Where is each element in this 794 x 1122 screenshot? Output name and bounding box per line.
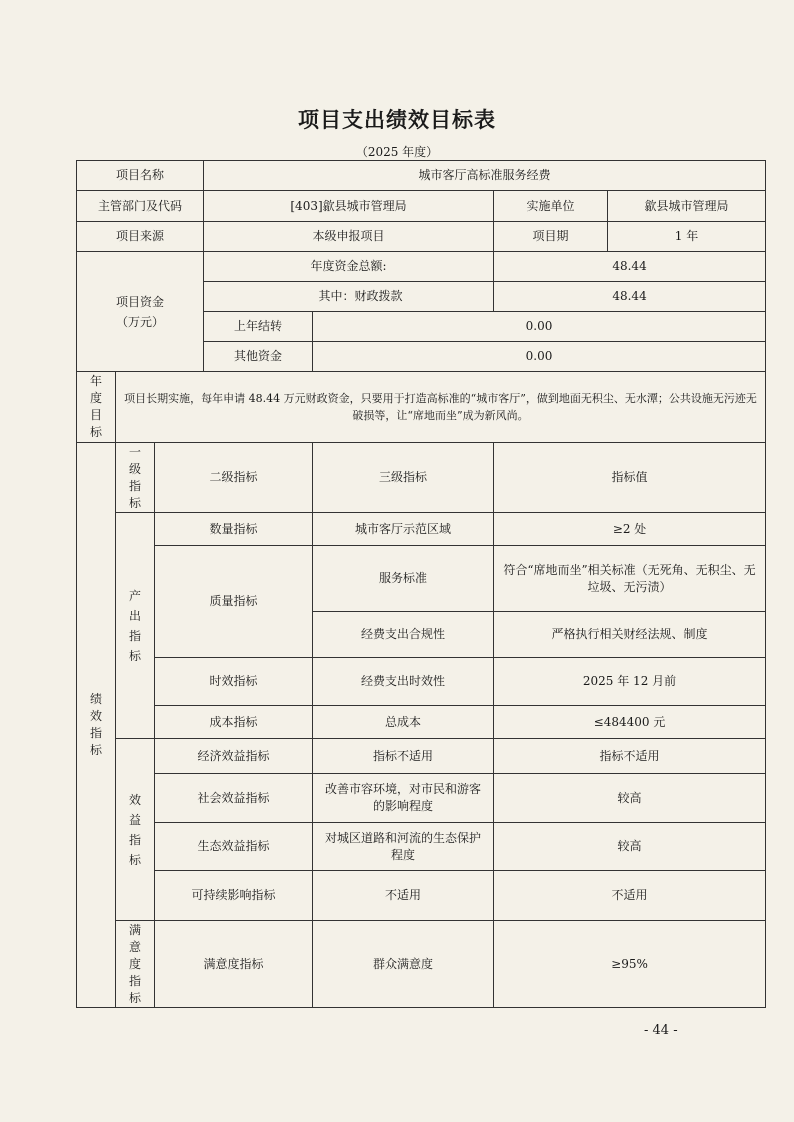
timeliness-l3: 经费支出时效性 <box>313 658 494 706</box>
row-satisfaction <box>77 921 766 1008</box>
economic-l2: 经济效益指标 <box>155 739 313 774</box>
row-indicator-headers <box>77 443 766 513</box>
row-quantity <box>77 513 766 546</box>
impl-value: 歙县城市管理局 <box>608 191 766 222</box>
social-value: 较高 <box>494 774 766 823</box>
header-level1: 一 级 指 标 <box>116 443 155 513</box>
period-value: 1 年 <box>608 222 766 252</box>
row-sustainable <box>77 871 766 921</box>
quality-compliance-l3: 经费支出合规性 <box>313 612 494 658</box>
row-funds-total <box>77 252 766 282</box>
row-social <box>77 774 766 823</box>
page-title: 项目支出绩效目标表 <box>298 108 496 132</box>
source-value: 本级申报项目 <box>204 222 494 252</box>
dept-label: 主管部门及代码 <box>77 191 204 222</box>
annual-goal-text: 项目长期实施，每年申请 48.44 万元财政资金，只要用于打造高标准的“城市客厅”，做到地面无积尘、无水潭；公共设施无污迹无破损等，让“席地而坐”成为新风尚。 <box>116 372 766 443</box>
funds-total-label: 年度资金总额: <box>204 252 494 282</box>
header-level3: 三级指标 <box>313 443 494 513</box>
funds-fiscal-value: 48.44 <box>494 282 766 312</box>
annual-goal-label: 年 度 目 标 <box>77 372 116 443</box>
quantity-value: ≥2 处 <box>494 513 766 546</box>
quantity-l2: 数量指标 <box>155 513 313 546</box>
impl-label: 实施单位 <box>494 191 608 222</box>
funds-label: 项目资金 （万元） <box>77 252 204 372</box>
cost-value: ≤484400 元 <box>494 706 766 739</box>
output-indicators-label: 产 出 指 标 <box>116 513 155 739</box>
header-level2: 二级指标 <box>155 443 313 513</box>
performance-target-table <box>76 160 766 1008</box>
page-number: - 44 - <box>644 1023 678 1038</box>
row-cost <box>77 706 766 739</box>
economic-value: 指标不适用 <box>494 739 766 774</box>
satisfaction-value: ≥95% <box>494 921 766 1008</box>
source-label: 项目来源 <box>77 222 204 252</box>
ecological-l3: 对城区道路和河流的生态保护程度 <box>313 823 494 871</box>
row-department <box>77 191 766 222</box>
quality-service-value: 符合“席地而坐”相关标准（无死角、无积尘、无垃圾、无污渍） <box>494 546 766 612</box>
perf-indicators-label: 绩 效 指 标 <box>77 443 116 1008</box>
timeliness-value: 2025 年 12 月前 <box>494 658 766 706</box>
row-project-name <box>77 161 766 191</box>
cost-l3: 总成本 <box>313 706 494 739</box>
sustainable-l2: 可持续影响指标 <box>155 871 313 921</box>
year-subtitle: （2025 年度） <box>355 145 439 159</box>
sustainable-value: 不适用 <box>494 871 766 921</box>
satisfaction-indicators-label: 满 意 度 指 标 <box>116 921 155 1008</box>
row-ecological <box>77 823 766 871</box>
header-value: 指标值 <box>494 443 766 513</box>
satisfaction-l3: 群众满意度 <box>313 921 494 1008</box>
dept-value: [403]歙县城市管理局 <box>204 191 494 222</box>
satisfaction-l2: 满意度指标 <box>155 921 313 1008</box>
row-timeliness <box>77 658 766 706</box>
funds-carryover-value: 0.00 <box>313 312 766 342</box>
benefit-indicators-label: 效 益 指 标 <box>116 739 155 921</box>
quantity-l3: 城市客厅示范区域 <box>313 513 494 546</box>
timeliness-l2: 时效指标 <box>155 658 313 706</box>
funds-carryover-label: 上年结转 <box>204 312 313 342</box>
sustainable-l3: 不适用 <box>313 871 494 921</box>
social-l2: 社会效益指标 <box>155 774 313 823</box>
cost-l2: 成本指标 <box>155 706 313 739</box>
quality-service-l3: 服务标准 <box>313 546 494 612</box>
row-source <box>77 222 766 252</box>
row-quality-service <box>77 546 766 612</box>
project-name-value: 城市客厅高标准服务经费 <box>204 161 766 191</box>
funds-other-value: 0.00 <box>313 342 766 372</box>
row-economic <box>77 739 766 774</box>
funds-other-label: 其他资金 <box>204 342 313 372</box>
ecological-l2: 生态效益指标 <box>155 823 313 871</box>
quality-l2: 质量指标 <box>155 546 313 658</box>
project-name-label: 项目名称 <box>77 161 204 191</box>
period-label: 项目期 <box>494 222 608 252</box>
funds-total-value: 48.44 <box>494 252 766 282</box>
social-l3: 改善市容环境，对市民和游客的影响程度 <box>313 774 494 823</box>
economic-l3: 指标不适用 <box>313 739 494 774</box>
row-annual-goal <box>77 372 766 443</box>
quality-compliance-value: 严格执行相关财经法规、制度 <box>494 612 766 658</box>
ecological-value: 较高 <box>494 823 766 871</box>
funds-fiscal-label: 其中：财政拨款 <box>204 282 494 312</box>
